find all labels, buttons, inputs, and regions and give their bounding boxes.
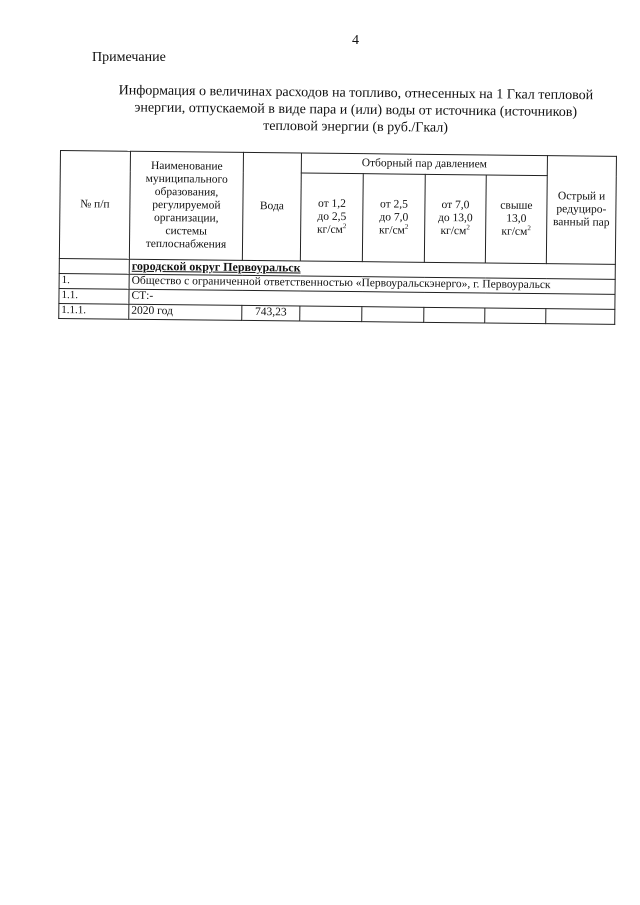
district-num-cell — [59, 258, 129, 274]
p2-value — [362, 307, 424, 323]
p4-from: свыше — [500, 199, 533, 212]
water-value: 743,23 — [242, 305, 300, 321]
p2-to: до 7,0 — [379, 211, 409, 224]
title-line-3: тепловой энергии (в руб./Гкал) — [263, 118, 449, 136]
header-name: Наименование муниципального образования, регулируемой организации, системы теплоснабжения — [129, 151, 243, 260]
p1-to: до 2,5 — [317, 210, 347, 224]
page-number: 4 — [352, 33, 359, 48]
p3-value — [424, 307, 485, 323]
p1-unit: кг/см — [316, 223, 343, 236]
p3-exp: 2 — [466, 223, 470, 232]
title-line-1: Информация о величинах расходов на топливо, отнесенных на 1 Гкал тепловой — [118, 83, 594, 104]
p4-value — [485, 308, 546, 324]
system-name: СТ:- — [129, 289, 615, 309]
p4-exp: 2 — [527, 224, 531, 233]
district-name: городской округ Первоуральск — [129, 259, 615, 279]
header-num: № п/п — [59, 151, 130, 260]
p3-unit: кг/см — [440, 224, 467, 238]
header-sharp-steam: Острый и редуциро-ванный пар — [546, 156, 616, 265]
title-line-2: энергии, отпускаемой в виде пара и (или) воды от источника (источников) — [134, 100, 578, 121]
header-pressure-1 — [300, 173, 363, 262]
p1-value — [300, 306, 362, 322]
header-pressure-3 — [424, 174, 486, 263]
p2-from: от 2,5 — [379, 198, 408, 211]
p4-unit: кг/см — [501, 225, 528, 238]
note-heading: Примечание — [92, 50, 166, 65]
document-title — [91, 82, 620, 139]
p3-to: до 13,0 — [437, 211, 473, 225]
p4-to: 13,0 — [506, 212, 527, 225]
org-name: Общество с ограниченной ответственностью «Первоуральскэнерго», г. Первоуральск — [129, 274, 615, 294]
year-num: 1.1.1. — [59, 303, 129, 319]
sharp-value — [546, 309, 615, 325]
header-water: Вода — [242, 152, 301, 261]
org-num: 1. — [59, 273, 129, 289]
tariff-table-wrapper — [58, 150, 616, 325]
header-pressure-2 — [362, 174, 425, 263]
header-pressure-4 — [485, 175, 547, 264]
year-label: 2020 год — [129, 304, 242, 320]
p3-from: от 7,0 — [441, 198, 470, 212]
system-num: 1.1. — [59, 288, 129, 304]
tariff-table — [58, 150, 617, 325]
header-steam-group: Отборный пар давлением — [301, 153, 547, 176]
p1-from: от 1,2 — [317, 197, 346, 210]
p1-exp: 2 — [342, 222, 347, 231]
p2-exp: 2 — [404, 222, 409, 231]
p2-unit: кг/см — [378, 224, 405, 237]
